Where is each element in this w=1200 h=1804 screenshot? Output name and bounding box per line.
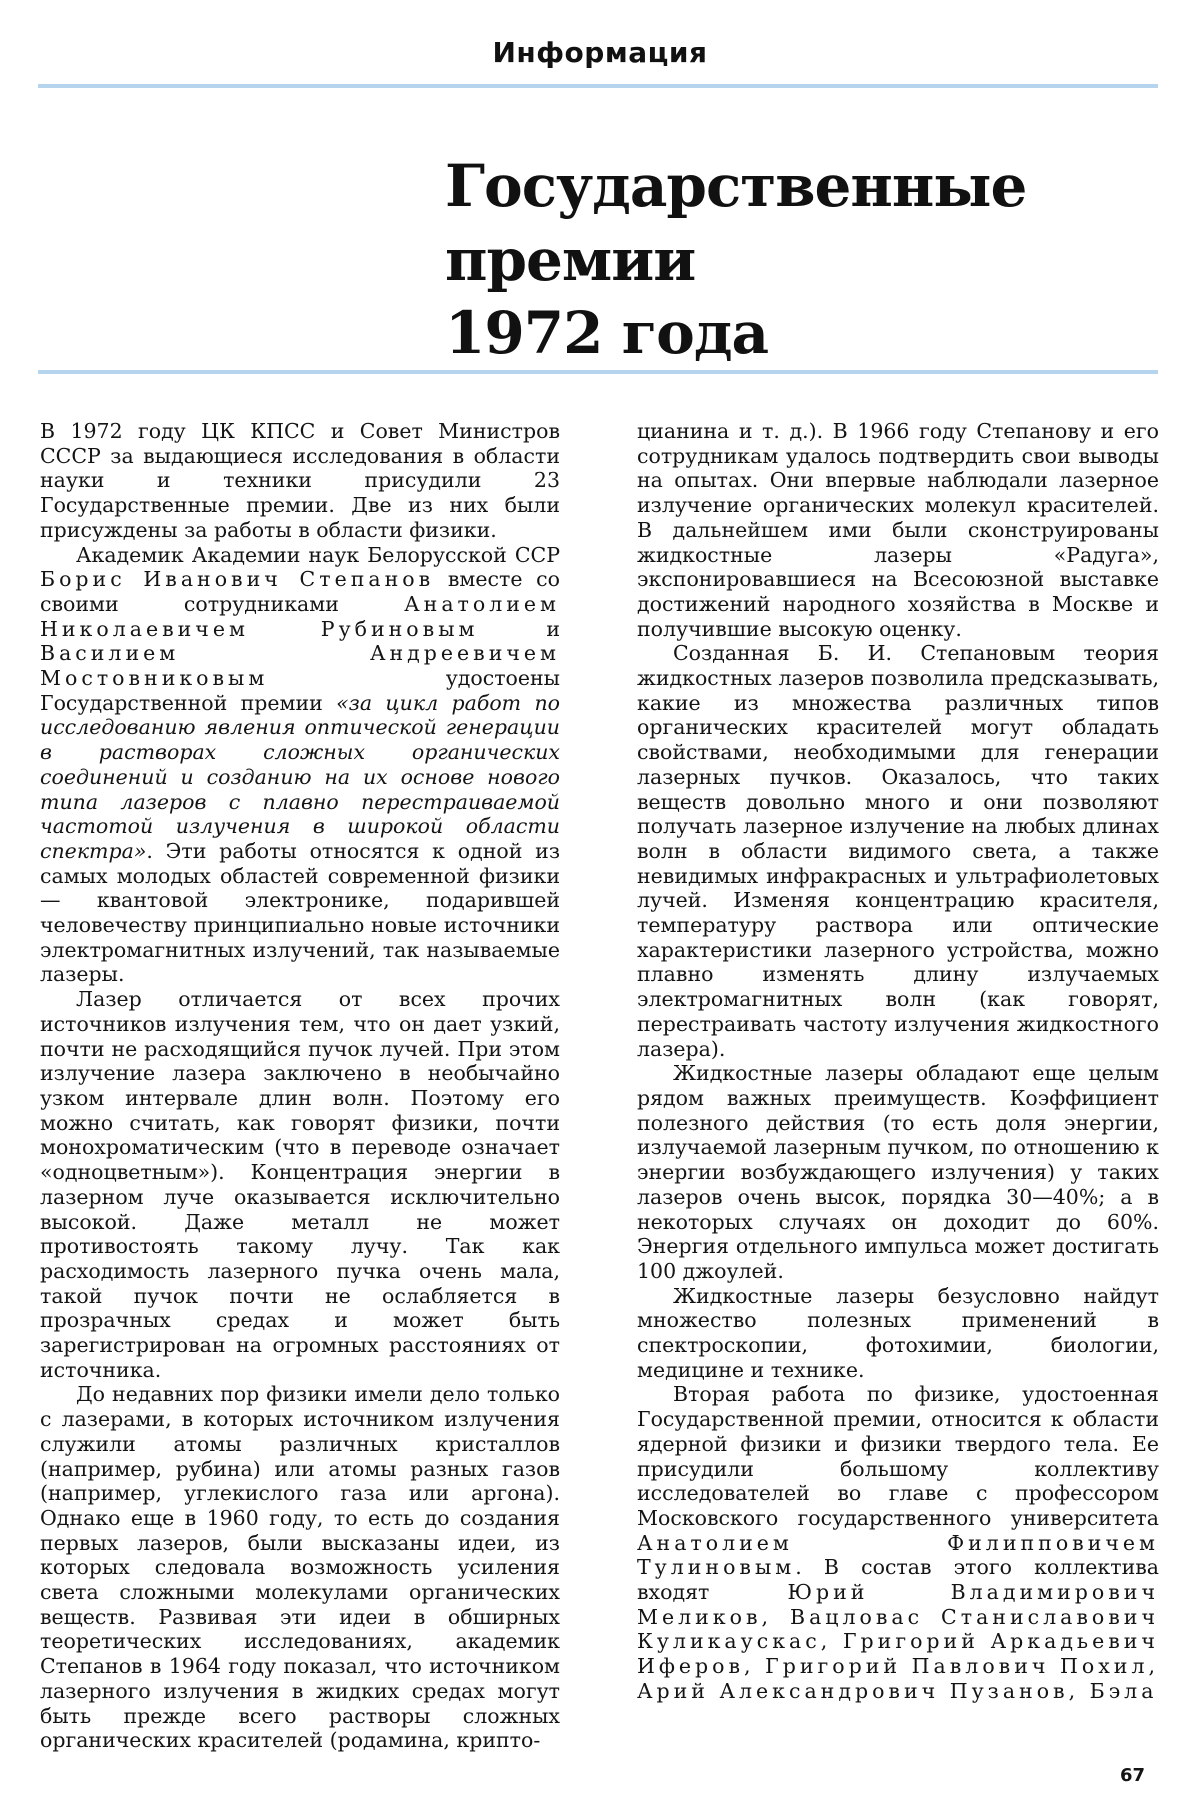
award-citation: «за цикл работ по исследованию явления оптической генерации в растворах сложных органических соединений и созданию на их основе нового типа лазеров с плавно перестраиваемой частотой излучения в широкой области спектра»: [40, 690, 560, 863]
article-title: [445, 150, 1165, 371]
paragraph: [637, 1382, 1159, 1703]
paragraph: [40, 543, 560, 988]
paragraph: До недавних пор физики имели дело только с лазерами, в которых источником излучения служили атомы различных кристаллов (например, рубина) или атомы разных газов (например, углекислого газа или аргона). Однако еще в 1960 году, то есть до создания первых лазеров, были высказаны идеи, из которых следовала возможность усиления света сложными молекулами органических веществ. Развивая эти идеи в обширных теоретических исследованиях, академик Степанов в 1964 году показал, что источником лазерного излучения в жидких средах могут быть прежде всего растворы сложных органических красителей (родамина, крипто-: [40, 1382, 560, 1753]
left-column: [40, 419, 560, 1753]
paragraph: Жидкостные лазеры обладают еще целым рядом важных преимуществ. Коэффициент полезного действия (то есть доля энергии, излучаемой лазерным пучком, по отношению к энергии возбуждающего излучения) у таких лазеров очень высок, порядка 30—40%; а в некоторых случаях он доходит до 60%. Энергия отдельного импульса может достигать 100 джоулей.: [637, 1061, 1159, 1283]
paragraph: Созданная Б. И. Степановым теория жидкостных лазеров позволила предсказывать, какие из множества различных типов органических красителей могут обладать свойствами, необходимыми для генерации лазерных пучков. Оказалось, что таких веществ довольно много и они позволяют получать лазерное излучение на любых длинах волн в области видимого света, а также невидимых инфракрасных и ультрафиолетовых лучей. Изменяя концентрацию красителя, температуру раствора или оптические характеристики лазерного устройства, можно плавно изменять длину излучаемых электромагнитных волн (как говорят, перестраивать частоту излучения жидкостного лазера).: [637, 641, 1159, 1061]
text-run: Академик Академии наук Белорусской ССР: [76, 542, 560, 567]
text-run: . Эти работы относятся к одной из самых молодых областей современной физики — квантовой электронике, подарившей человечеству принципиально новые источники электромагнитных излучений, так называемые лазеры.: [40, 838, 560, 987]
person-name: Анатолием Николаевичем Рубиновым: [40, 591, 560, 641]
page-number: 67: [1120, 1765, 1146, 1786]
person-names: Юрий Владимирович Меликов, Вацловас Станиславович Куликаускас, Григорий Аркадьевич Иферов, Григорий Павлович Похил, Арий Александрович Пузанов, Бэла: [637, 1580, 1159, 1703]
right-column: [637, 419, 1159, 1704]
paragraph: Лазер отличается от всех прочих источников излучения тем, что он дает узкий, почти не расходящийся пучок лучей. При этом излучение лазера заключено в необычайно узком интервале длин волн. Поэтому его можно считать, как говорят физики, почти монохроматическим (что в переводе означает «одноцветным»). Концентрация энергии в лазерном луче оказывается исключительно высокой. Даже металл не может противостоять такому лучу. Так как расходимость лазерного пучка очень мала, такой пучок почти не ослабляется в прозрачных средах и может быть зарегистрирован на огромных расстояниях от источника.: [40, 987, 560, 1382]
paragraph: цианина и т. д.). В 1966 году Степанову и его сотрудникам удалось подтвердить свои выводы на опытах. Они впервые наблюдали лазерное излучение органических молекул красителей. В дальнейшем ими были сконструированы жидкостные лазеры «Радуга», экспонировавшиеся на Всесоюзной выставке достижений народного хозяйства в Москве и получившие высокую оценку.: [637, 419, 1159, 641]
section-label: Информация: [492, 36, 708, 69]
top-divider: [38, 84, 1158, 88]
title-line-2: 1972 года: [445, 299, 769, 368]
text-run: вместе со своими сотрудниками: [40, 567, 560, 616]
person-name: Анатолием Филипповичем Тулиновым: [637, 1530, 1159, 1580]
title-line-1: Государственные премии: [445, 152, 1027, 294]
text-run: и: [478, 616, 560, 641]
text-run: Вторая работа по физике, удостоенная Государственной премии, относится к области ядерной физики и физики твердого тела. Ее присудили большому коллективу исследователей во главе с профессором Московского государственного университета: [637, 1382, 1159, 1530]
text-run: . В состав этого коллектива входят: [637, 1555, 1159, 1605]
person-name: Борис Иванович Степанов: [40, 567, 435, 592]
person-name: Василием Андреевичем Мостовниковым: [40, 641, 560, 691]
bottom-divider: [38, 370, 1158, 374]
paragraph: Жидкостные лазеры безусловно найдут множество полезных применений в спектроскопии, фотохимии, биологии, медицине и технике.: [637, 1283, 1159, 1382]
paragraph: В 1972 году ЦК КПСС и Совет Министров СССР за выдающиеся исследования в области науки и техники присудили 23 Государственные премии. Две из них были присуждены за работы в области физики.: [40, 419, 560, 542]
text-run: удостоены Государственной премии: [40, 666, 560, 715]
